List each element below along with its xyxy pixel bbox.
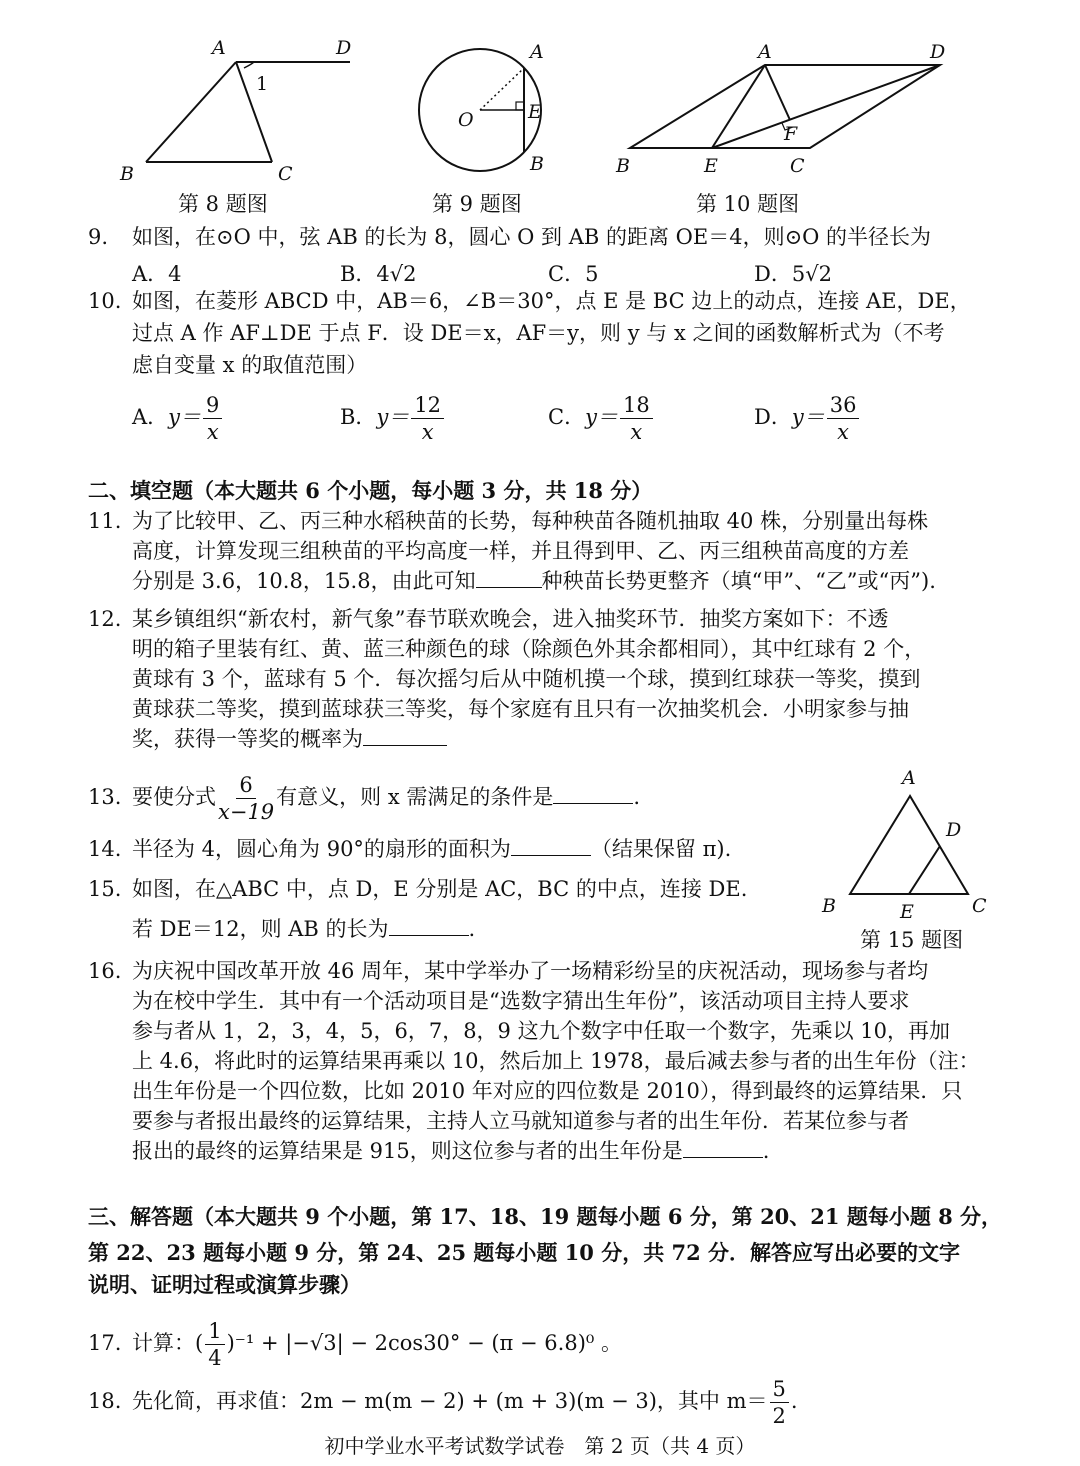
- q12-line-4: 黄球获二等奖，摸到蓝球获三等奖，每个家庭有且只有一次抽奖机会．小明家参与抽: [132, 697, 909, 721]
- label-E: E: [704, 155, 718, 177]
- label-E: E: [528, 101, 542, 123]
- q11-answer-blank[interactable]: [476, 567, 542, 588]
- fig8-caption: 第 8 题图: [178, 192, 268, 216]
- label-B: B: [120, 163, 134, 185]
- fig9-caption: 第 9 题图: [432, 192, 522, 216]
- label-C: C: [972, 895, 987, 917]
- q18-line: 18. 先化简，再求值：2m − m(m − 2) + (m + 3)(m − 3)，其中 m＝ $\frac{5}{2}$ .: [88, 1377, 798, 1428]
- q18-number: 18.: [88, 1389, 122, 1413]
- q15-number: 15.: [88, 877, 122, 901]
- label-D: D: [930, 41, 946, 63]
- q11-line-1: 11. 为了比较甲、乙、丙三种水稻秧苗的长势，每种秧苗各随机抽取 40 株，分别量出每株: [88, 506, 928, 536]
- q11-line-2: 高度，计算发现三组秧苗的平均高度一样，并且得到甲、乙、丙三组秧苗高度的方差: [132, 539, 909, 563]
- q15-line-2: 若 DE＝12，则 AB 的长为 .: [132, 917, 476, 941]
- q13-number: 13.: [88, 785, 122, 809]
- q16-line-3: 参与者从 1，2，3，4，5，6，7，8，9 这九个数字中任取一个数字，先乘以 10，再加: [132, 1019, 950, 1043]
- q9-stem: [88, 222, 931, 252]
- q13-line: 13. 要使分式 $\frac{6}{x-19}$ 有意义，则 x 需满足的条件是 .: [88, 773, 641, 824]
- q11-line-3: 分别是 3.6，10.8，15.8，由此可知 种秧苗长势更整齐（填“甲”、“乙”或“丙”).: [132, 569, 936, 593]
- q16-line-6: 要参与者报出最终的运算结果，主持人立马就知道参与者的出生年份．若某位参与者: [132, 1109, 909, 1133]
- q10-option-b: B．y＝ $\frac{12}{x}$: [340, 392, 446, 445]
- q16-line-4: 上 4.6，将此时的运算结果再乘以 10，然后加上 1978，最后减去参与者的出生年份（注：: [132, 1049, 980, 1073]
- q16-number: 16.: [88, 959, 122, 983]
- q16-line-5: 出生年份是一个四位数，比如 2010 年对应的四位数是 2010），得到最终的运算结果．只: [132, 1079, 963, 1103]
- q9-text: 如图，在⊙O 中，弦 AB 的长为 8，圆心 O 到 AB 的距离 OE＝4，则⊙O 的半径长为: [132, 225, 932, 249]
- q16-line-1: 16. 为庆祝中国改革开放 46 周年，某中学举办了一场精彩纷呈的庆祝活动，现场参与者均: [88, 956, 928, 986]
- section-2-title: 二、填空题（本大题共 6 个小题，每小题 3 分，共 18 分）: [88, 478, 653, 503]
- label-D: D: [946, 819, 962, 841]
- figure-15: [812, 766, 1002, 926]
- label-B: B: [530, 153, 544, 175]
- q12-answer-blank[interactable]: [363, 725, 447, 746]
- label-C: C: [790, 155, 805, 177]
- q10-line-2: 过点 A 作 AF⊥DE 于点 F．设 DE＝x，AF＝y，则 y 与 x 之间的函数解析式为（不考: [132, 321, 945, 345]
- page-footer: 初中学业水平考试数学试卷 第 2 页（共 4 页）: [324, 1434, 756, 1458]
- q16-answer-blank[interactable]: [683, 1137, 763, 1158]
- figure-10: [600, 30, 960, 190]
- q15-answer-blank[interactable]: [389, 915, 469, 936]
- q10-number: 10.: [88, 289, 122, 313]
- fig10-caption: 第 10 题图: [696, 192, 800, 216]
- section-3-line-1: 三、解答题（本大题共 9 个小题，第 17、18、19 题每小题 6 分，第 20、21 题每小题 8 分，: [88, 1204, 1003, 1229]
- label-1: 1: [256, 73, 269, 95]
- q9-option-d: D．5√2: [754, 262, 832, 286]
- q17-line: 17. 计算：( $\frac{1}{4}$ )⁻¹ + |−√3| − 2cos30° − (π − 6.8)⁰ 。: [88, 1319, 622, 1370]
- q10-line-3: 虑自变量 x 的取值范围）: [132, 353, 368, 377]
- section-3-line-2: 第 22、23 题每小题 9 分，第 24、25 题每小题 10 分，共 72 分．解答应写出必要的文字: [88, 1240, 961, 1265]
- q10-option-d: D．y＝ $\frac{36}{x}$: [754, 392, 861, 445]
- q11-number: 11.: [88, 509, 122, 533]
- label-B: B: [822, 895, 836, 917]
- label-D: D: [336, 37, 352, 59]
- label-A: A: [530, 41, 544, 63]
- q17-number: 17.: [88, 1331, 122, 1355]
- label-F: F: [784, 123, 798, 145]
- label-B: B: [616, 155, 630, 177]
- q12-number: 12.: [88, 607, 122, 631]
- q14-answer-blank[interactable]: [511, 835, 591, 856]
- q12-line-3: 黄球有 3 个，蓝球有 5 个．每次摇匀后从中随机摸一个球，摸到红球获一等奖，摸到: [132, 667, 921, 691]
- label-C: C: [278, 163, 293, 185]
- q9-option-a: A．4: [132, 262, 182, 286]
- label-A: A: [212, 37, 226, 59]
- q9-number: 9.: [88, 225, 109, 249]
- figure-8: [110, 30, 360, 190]
- section-3-line-3: 说明、证明过程或演算步骤）: [88, 1272, 361, 1297]
- q10-option-a: A．y＝ $\frac{9}{x}$: [132, 392, 224, 445]
- figure-9: [410, 30, 560, 190]
- label-A: A: [902, 767, 916, 789]
- q14-line: 14. 半径为 4，圆心角为 90°的扇形的面积为 （结果保留 π).: [88, 834, 731, 864]
- q13-answer-blank[interactable]: [553, 783, 633, 804]
- q15-line-1: 15. 如图，在△ABC 中，点 D，E 分别是 AC，BC 的中点，连接 DE.: [88, 874, 747, 904]
- q16-line-7: 报出的最终的运算结果是 915，则这位参与者的出生年份是 .: [132, 1139, 770, 1163]
- label-O: O: [458, 109, 474, 131]
- q12-line-1: 12. 某乡镇组织“新农村，新气象”春节联欢晚会，进入抽奖环节．抽奖方案如下：不透: [88, 604, 888, 634]
- label-A: A: [758, 41, 772, 63]
- q9-option-c: C．5: [548, 262, 599, 286]
- q10-option-c: C．y＝ $\frac{18}{x}$: [548, 392, 655, 445]
- q14-number: 14.: [88, 837, 122, 861]
- q12-line-2: 明的箱子里装有红、黄、蓝三种颜色的球（除颜色外其余都相同），其中红球有 2 个，: [132, 637, 926, 661]
- q16-line-2: 为在校中学生．其中有一个活动项目是“选数字猜出生年份”，该活动项目主持人要求: [132, 989, 910, 1013]
- label-E: E: [900, 901, 914, 923]
- q12-line-5: 奖，获得一等奖的概率为: [132, 724, 447, 754]
- fig15-caption: 第 15 题图: [860, 928, 964, 952]
- q9-option-b: B．4√2: [340, 262, 417, 286]
- q10-line-1: 10. 如图，在菱形 ABCD 中，AB＝6，∠B＝30°，点 E 是 BC 边上的动点，连接 AE，DE，: [88, 286, 971, 316]
